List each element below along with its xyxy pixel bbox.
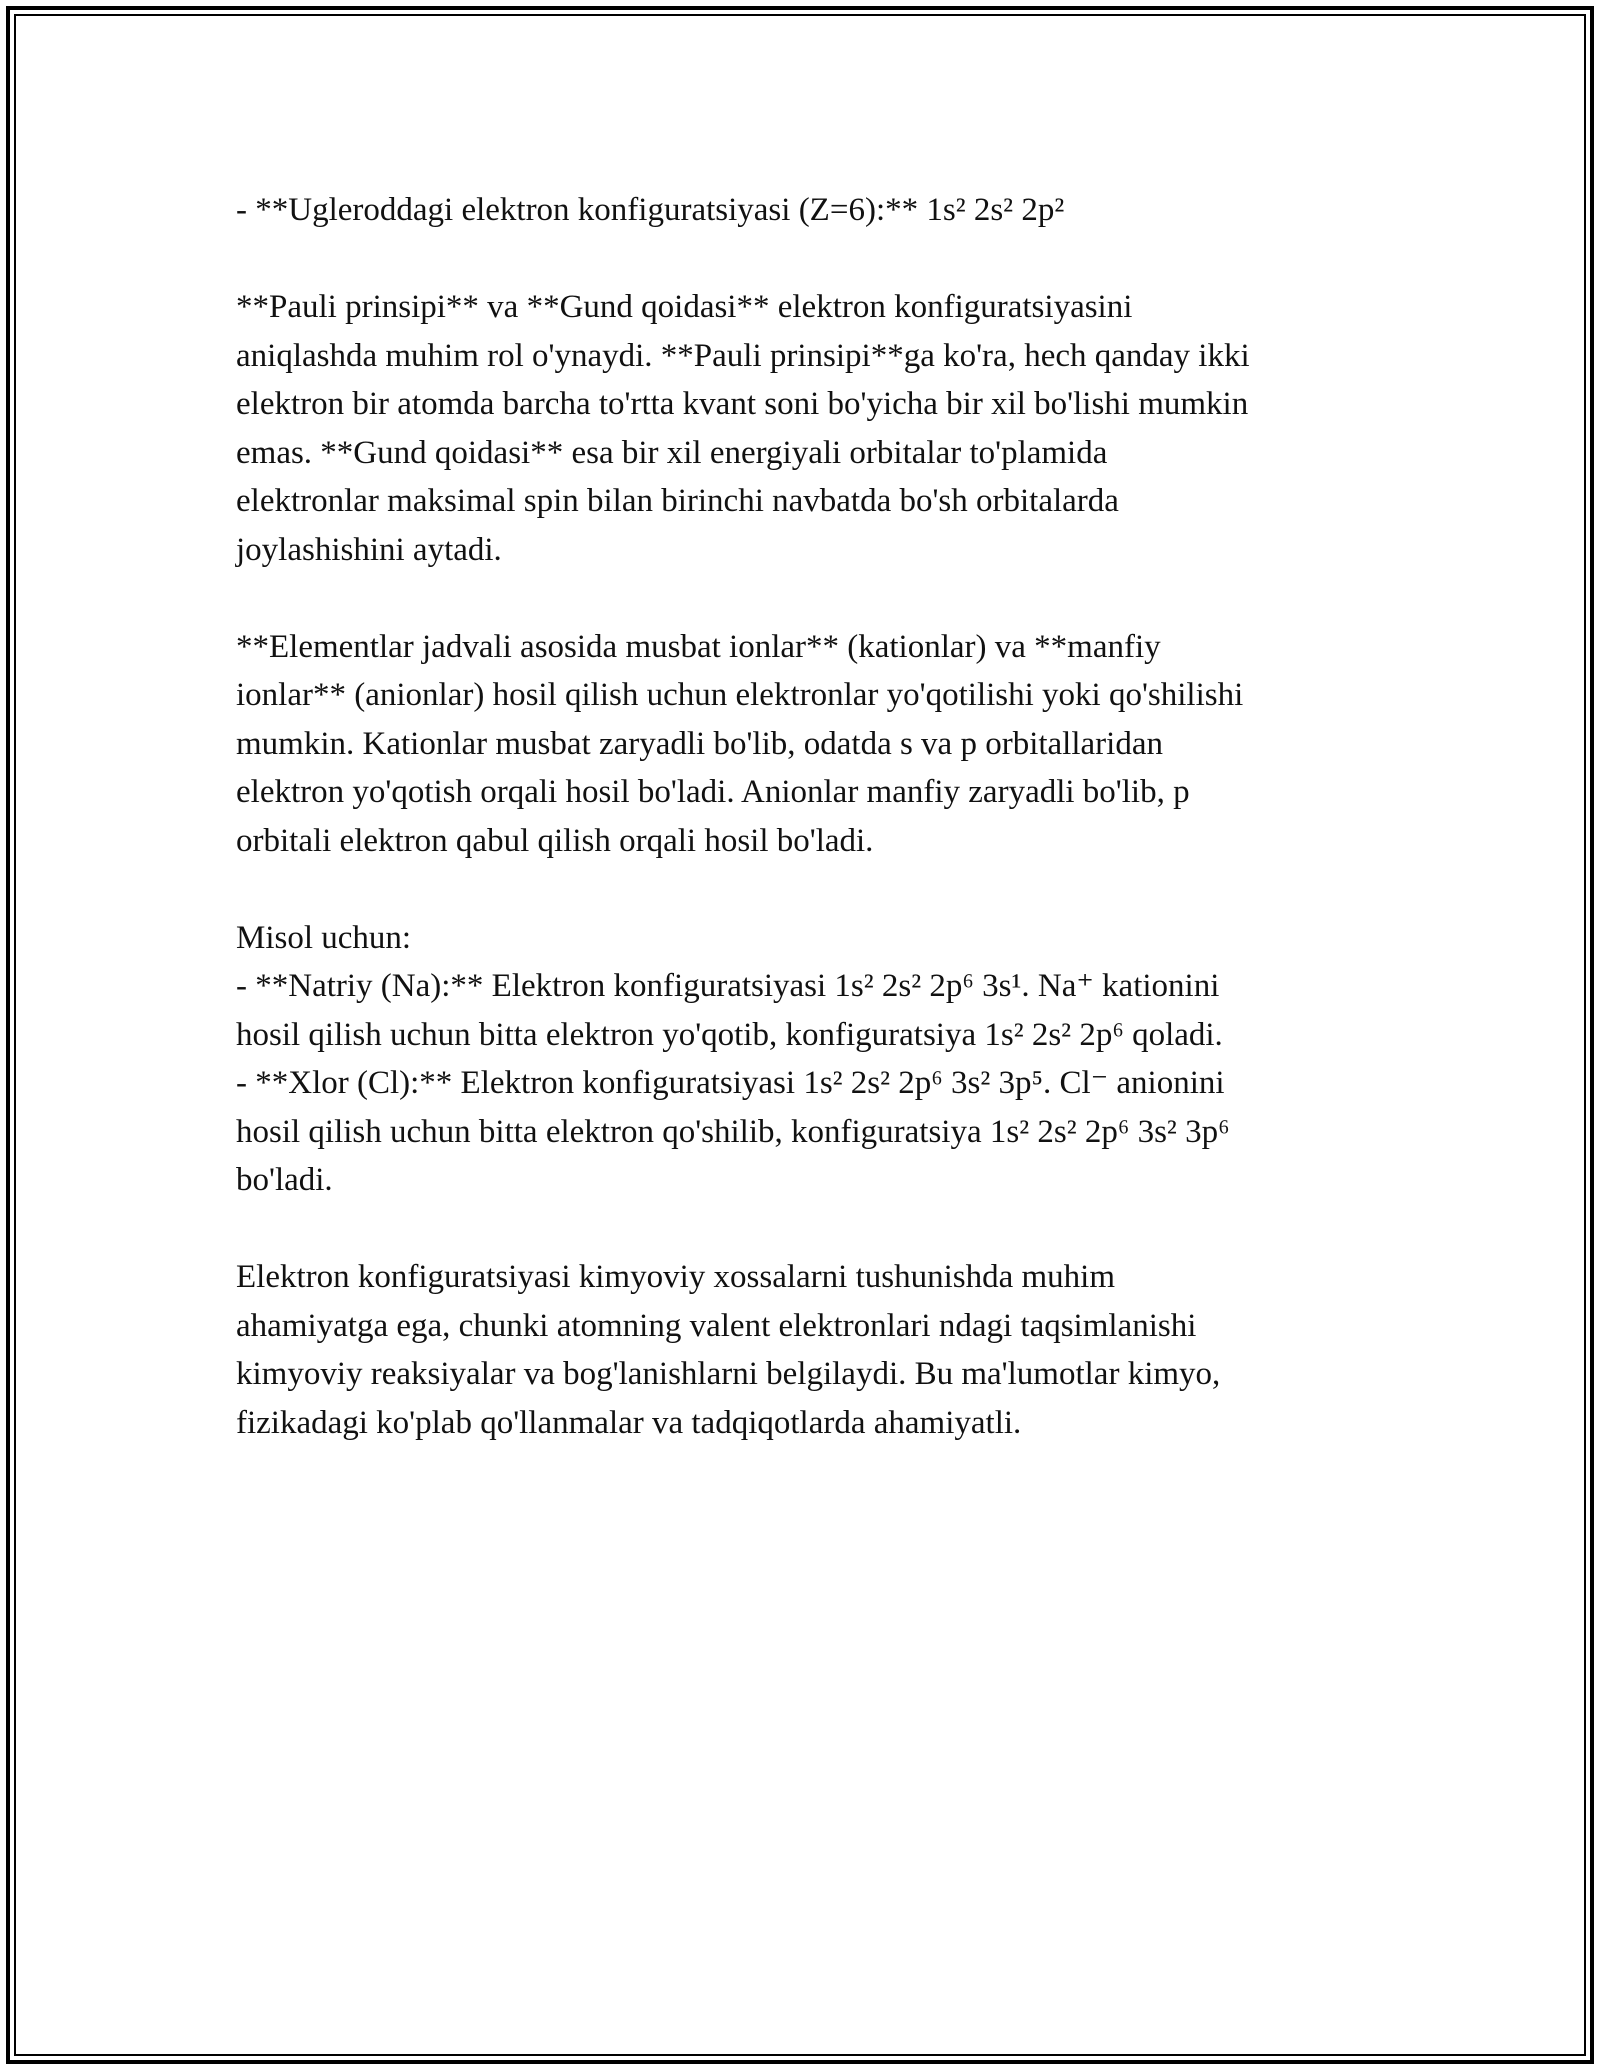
text-line: ahamiyatga ega, chunki atomning valent elektronlari ndagi taqsimlanishi xyxy=(236,1307,1197,1344)
text-line: fizikadagi ko'plab qo'llanmalar va tadqiqotlarda ahamiyatli. xyxy=(236,1404,1022,1441)
text-line: mumkin. Kationlar musbat zaryadli bo'lib, odatda s va p orbitallaridan xyxy=(236,725,1163,762)
text-line: elektron yo'qotish orqali hosil bo'ladi. Anionlar manfiy zaryadli bo'lib, p xyxy=(236,774,1190,810)
text-line: orbitali elektron qabul qilish orqali hosil bo'ladi. xyxy=(236,822,874,859)
text-line: elektron bir atomda barcha to'rtta kvant soni bo'yicha bir xil bo'lishi mumkin xyxy=(236,386,1249,422)
text-line: Elektron konfiguratsiyasi kimyoviy xossalarni tushunishda muhim xyxy=(236,1259,1115,1295)
text-line: hosil qilish uchun bitta elektron qo'shilib, konfiguratsiya 1s² 2s² 2p⁶ 3s² 3p⁶ xyxy=(236,1113,1230,1150)
paragraph-conclusion xyxy=(236,1253,1366,1447)
paragraph-carbon-config xyxy=(236,186,1366,235)
text-line: Misol uchun: xyxy=(236,919,412,956)
text-line: **Elementlar jadvali asosida musbat ionlar** (kationlar) va **manfiy xyxy=(236,628,1161,665)
text-line: ionlar** (anionlar) hosil qilish uchun elektronlar yo'qotilishi yoki qo'shilishi xyxy=(236,677,1244,713)
paragraph-examples xyxy=(236,914,1366,1205)
text-line: **Pauli prinsipi** va **Gund qoidasi** elektron konfiguratsiyasini xyxy=(236,289,1133,325)
text-line: elektronlar maksimal spin bilan birinchi navbatda bo'sh orbitalarda xyxy=(236,483,1119,519)
text-line: bo'ladi. xyxy=(236,1162,333,1198)
document-body xyxy=(236,186,1366,1447)
text-line: - **Natriy (Na):** Elektron konfiguratsiyasi 1s² 2s² 2p⁶ 3s¹. Na⁺ kationini xyxy=(236,968,1220,1004)
text-line: kimyoviy reaksiyalar va bog'lanishlarni belgilaydi. Bu ma'lumotlar kimyo, xyxy=(236,1356,1221,1392)
text-line: joylashishini aytadi. xyxy=(236,531,502,568)
text-line: - **Ugleroddagi elektron konfiguratsiyasi (Z=6):** 1s² 2s² 2p² xyxy=(236,192,1065,228)
text-line: hosil qilish uchun bitta elektron yo'qotib, konfiguratsiya 1s² 2s² 2p⁶ qoladi. xyxy=(236,1016,1223,1053)
text-line: emas. **Gund qoidasi** esa bir xil energiyali orbitalar to'plamida xyxy=(236,434,1108,471)
text-line: aniqlashda muhim rol o'ynaydi. **Pauli prinsipi**ga ko'ra, hech qanday ikki xyxy=(236,337,1250,374)
paragraph-pauli-hund xyxy=(236,283,1366,574)
paragraph-ions xyxy=(236,623,1366,866)
text-line: - **Xlor (Cl):** Elektron konfiguratsiyasi 1s² 2s² 2p⁶ 3s² 3p⁵. Cl⁻ anionini xyxy=(236,1065,1225,1101)
